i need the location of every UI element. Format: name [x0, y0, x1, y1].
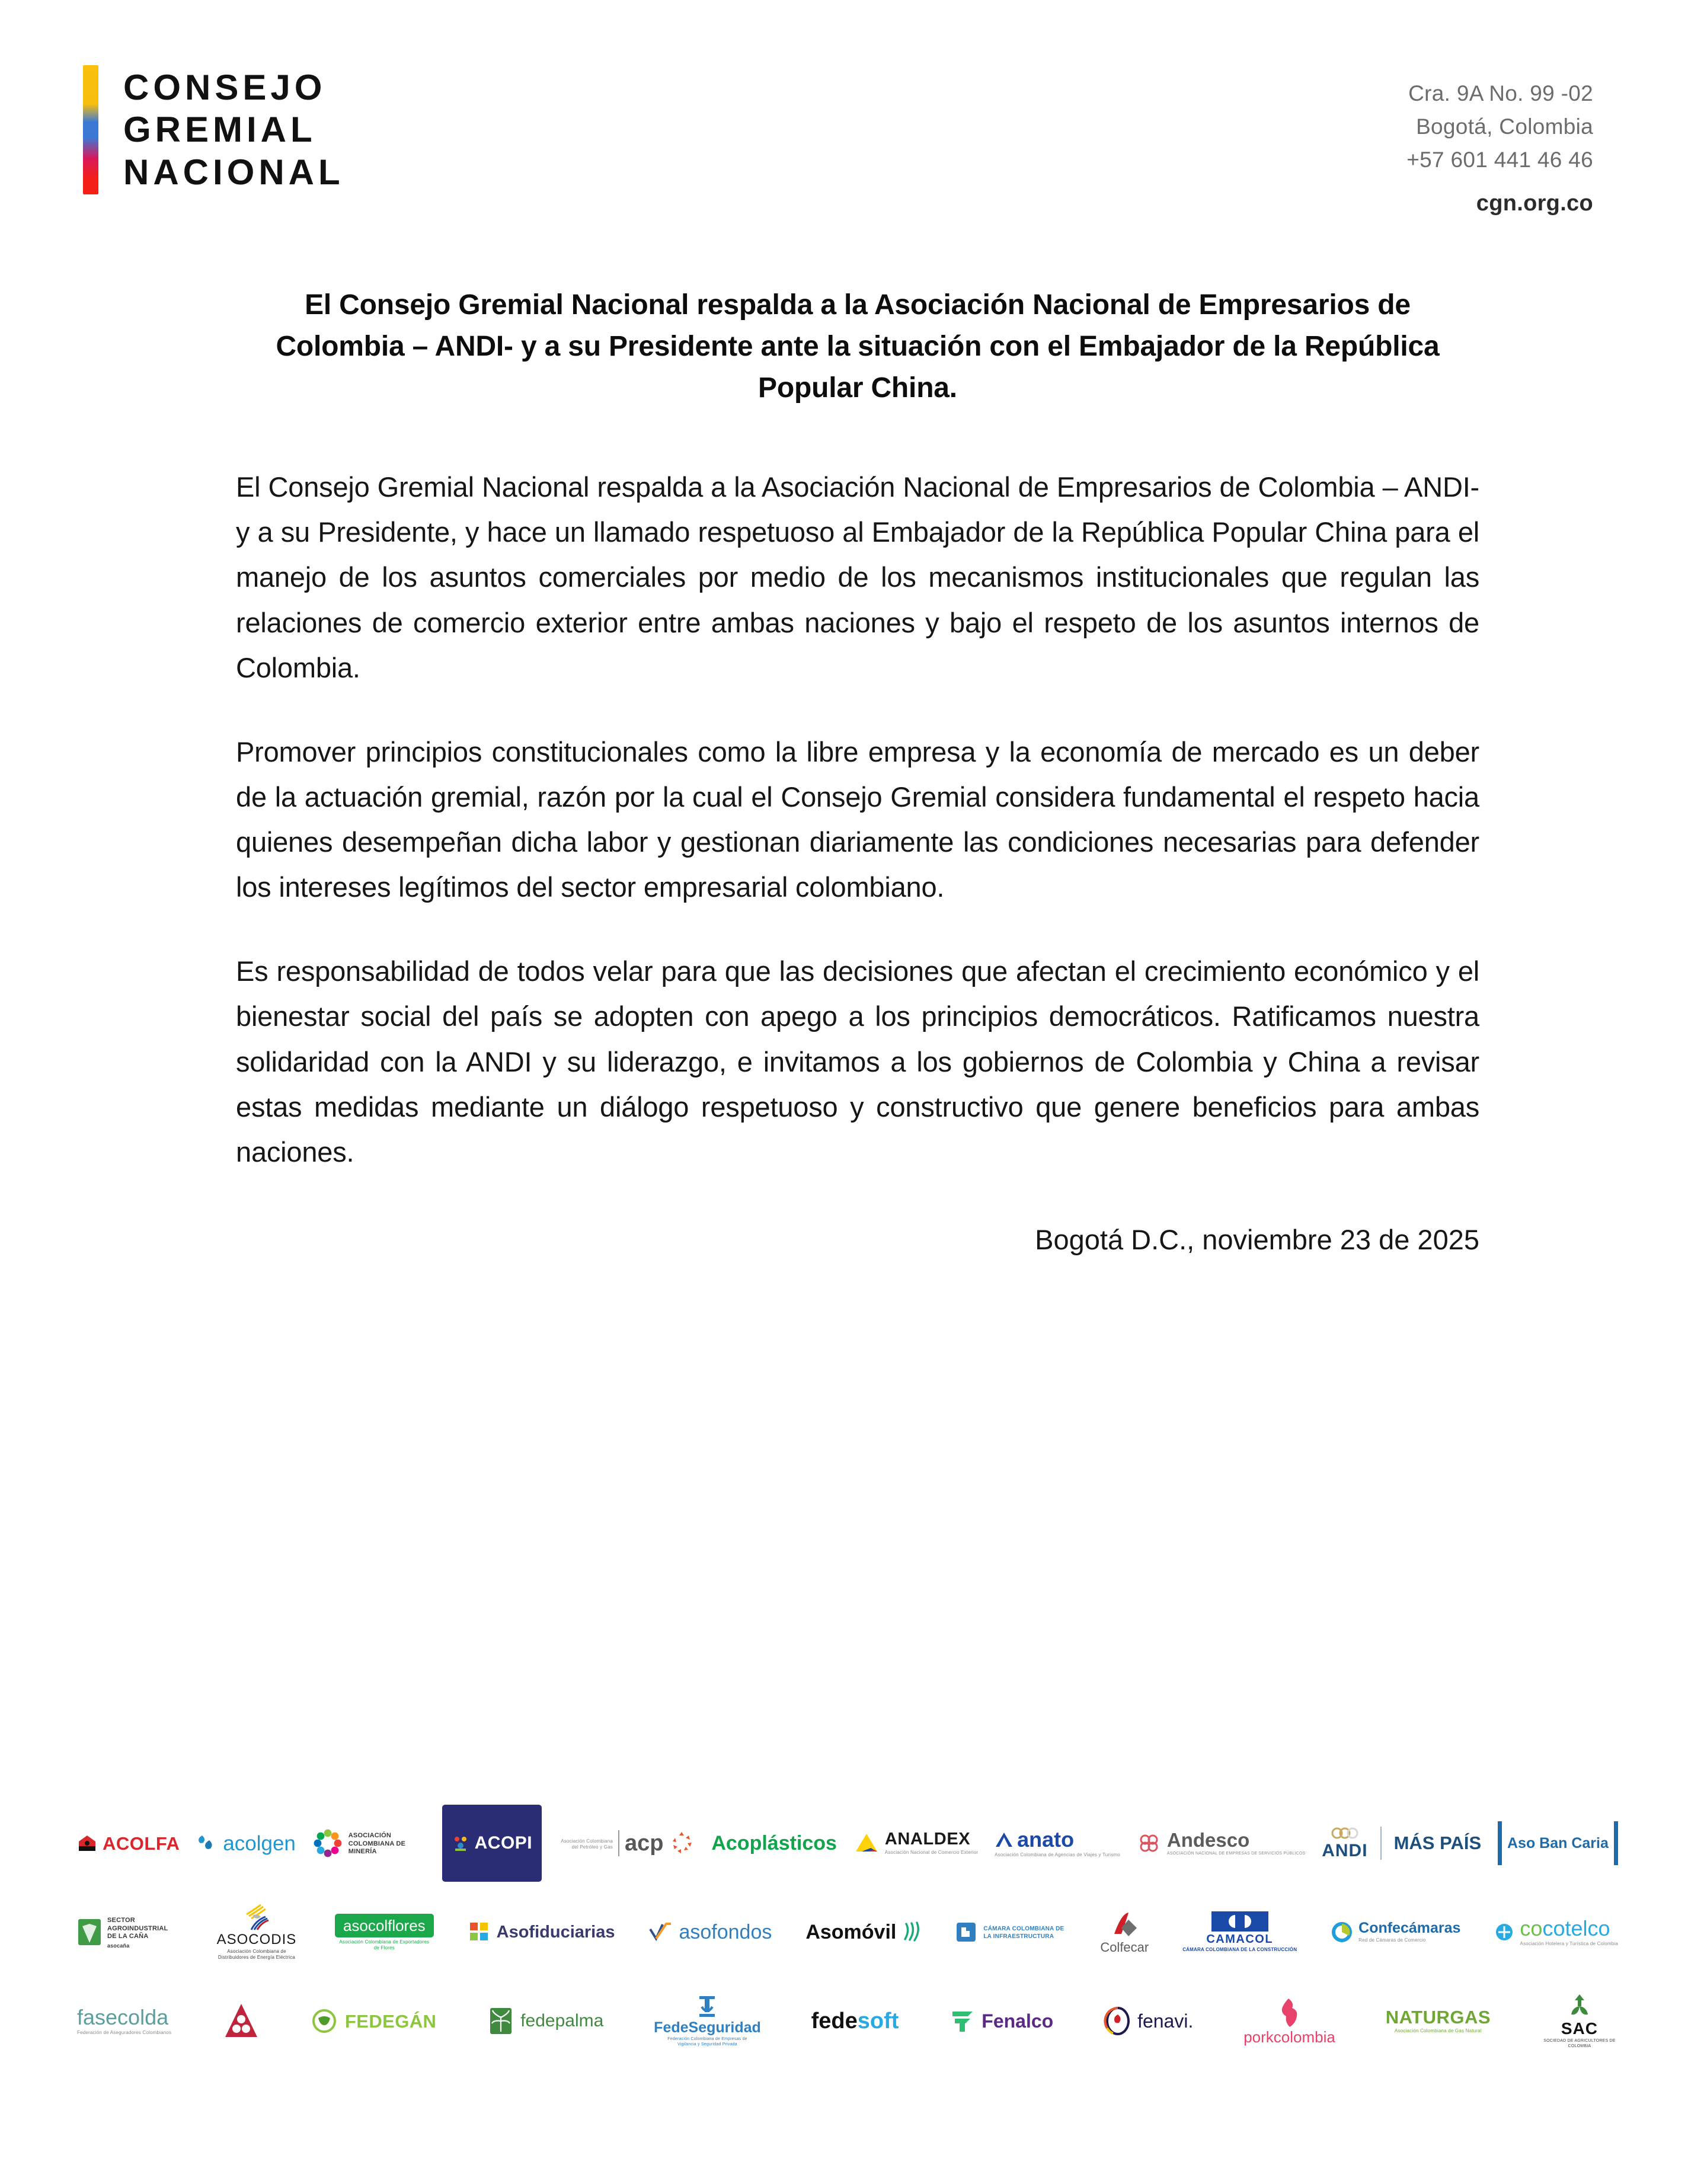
logo-fenavi	[1104, 1988, 1193, 2054]
asobancaria-right-bar-icon	[1614, 1821, 1618, 1865]
logo-label: Asomóvil	[805, 1921, 897, 1943]
colombia-gradient-bar-icon	[83, 65, 98, 194]
logo-label: asofondos	[679, 1921, 772, 1943]
logo-sublabel: Red de Cámaras de Comercio	[1358, 1937, 1426, 1943]
anato-triangle-icon	[995, 1831, 1015, 1849]
logo-label: ASOCODIS	[216, 1932, 297, 1948]
logo-acolfa	[77, 1811, 180, 1876]
logo-label: CAMACOL	[1206, 1933, 1274, 1946]
logo-label: Andesco	[1166, 1828, 1250, 1851]
logo-label: Fenalco	[982, 2010, 1054, 2032]
contact-phone: +57 601 441 46 46	[1406, 148, 1593, 172]
logo-label: porkcolombia	[1243, 2028, 1335, 2046]
logo-sublabel: ASOCIACIÓN NACIONAL DE EMPRESAS DE SERVICIOS PÚBLICOS	[1166, 1851, 1306, 1856]
logo-label: MÁS PAÍS	[1393, 1833, 1482, 1854]
logo-fedepalma	[487, 1988, 603, 2054]
contact-address: Cra. 9A No. 99 -02	[1408, 81, 1593, 105]
logo-label-part-1: co	[1520, 1916, 1543, 1940]
fenavi-egg-icon	[1104, 2006, 1132, 2036]
logo-camacol	[1182, 1900, 1297, 1965]
logo-label: SECTOR AGROINDUSTRIAL DE LA CAÑA	[107, 1916, 168, 1940]
logo-asocodis	[212, 1900, 301, 1965]
logo-fedemetal	[222, 1988, 261, 2054]
logo-label: ACOPI	[474, 1833, 533, 1853]
logo-sublabel: Asociación Colombiana del Petróleo y Gas	[561, 1838, 613, 1850]
logo-colfecar	[1100, 1900, 1149, 1965]
cotelco-circle-icon	[1494, 1922, 1514, 1942]
logo-asociacion-colombiana-de-mineria	[312, 1811, 426, 1876]
logo-naturgas	[1386, 1988, 1491, 2054]
logo-label: cotelco	[1542, 1916, 1610, 1940]
logo-andesco	[1137, 1811, 1306, 1876]
sac-plant-arrow-icon	[1566, 1993, 1593, 2019]
member-logos-strip	[77, 1802, 1618, 2068]
logo-label: Acoplásticos	[711, 1832, 837, 1854]
logo-asofondos	[648, 1900, 772, 1965]
logo-label: asocolflores	[335, 1914, 434, 1937]
logo-label: CÁMARA COLOMBIANA DE LA INFRAESTRUCTURA	[983, 1926, 1064, 1940]
logo-sublabel: Asociación Colombiana de Distribuidores de Energía Eléctrica	[218, 1949, 296, 1960]
logo-label: ANALDEX	[884, 1830, 971, 1849]
logo-label: acp	[625, 1831, 664, 1856]
logo-asobancaria	[1498, 1811, 1618, 1876]
asomovil-signal-icon	[901, 1921, 920, 1943]
logo-sublabel: Asociación Hotelera y Turística de Colombia	[1520, 1940, 1618, 1946]
logo-sac	[1541, 1988, 1618, 2054]
signoff-date: Bogotá D.C., noviembre 23 de 2025	[1035, 1223, 1479, 1255]
logo-anato	[995, 1811, 1120, 1876]
fenalco-f-icon	[949, 2008, 976, 2034]
logo-fedeseguridad	[654, 1988, 761, 2054]
logo-analdex	[853, 1811, 978, 1876]
logo-label: NATURGAS	[1385, 2007, 1491, 2028]
logo-label: FEDEGÁN	[344, 2010, 437, 2032]
logo-asomovil	[805, 1900, 920, 1965]
logo-fenalco	[949, 1988, 1053, 2054]
logo-sublabel: CÁMARA COLOMBIANA DE LA CONSTRUCCIÓN	[1182, 1947, 1297, 1952]
logo-label: Aso Ban Caria	[1507, 1834, 1609, 1852]
logo-label: ASOCIACIÓN COLOMBIANA DE MINERÍA	[348, 1831, 406, 1856]
logo-confecamaras	[1331, 1900, 1460, 1965]
asobancaria-left-bar-icon	[1498, 1821, 1502, 1865]
logo-label: fenavi.	[1137, 2010, 1194, 2032]
andi-rings-icon	[1330, 1827, 1360, 1840]
logo-divider	[618, 1830, 619, 1856]
cci-puzzle-icon	[954, 1920, 978, 1944]
asofiduciarias-pinwheel-icon	[468, 1920, 491, 1944]
logo-cotelco	[1494, 1900, 1618, 1965]
confecamaras-ring-icon	[1331, 1921, 1353, 1943]
logo-sublabel: asocaña	[107, 1943, 130, 1949]
logo-fedesoft: fedesoft	[811, 2009, 899, 2033]
colfecar-mountain-icon	[1108, 1910, 1140, 1940]
logo-sector-agroindustrial-de-la-cana	[77, 1900, 178, 1965]
logo-asofiduciarias	[468, 1900, 615, 1965]
logo-label: Asofiduciarias	[496, 1922, 615, 1942]
camacol-box-icon	[1211, 1911, 1268, 1932]
fedegan-cow-circle-icon	[311, 2009, 340, 2033]
paragraph-1: El Consejo Gremial Nacional respalda a la Asociación Nacional de Empresarios de Colombia – ANDI- y a su Presidente, y hace un llamado respetuoso al Embajador de la República Popular China para el manejo de los asuntos comerciales por medio de los mecanismos institucionales que regulan las relaciones de comercio exterior entre ambas naciones y bajo el respeto de los asuntos internos de Colombia.	[236, 471, 1479, 683]
logo-asocolflores	[335, 1900, 434, 1965]
analdex-flag-triangle-icon	[853, 1831, 880, 1855]
porkcolombia-map-icon	[1277, 1997, 1303, 2028]
logo-label: anato	[1017, 1827, 1075, 1852]
fedepalma-palm-icon	[487, 2006, 515, 2036]
logo-label: Confecámaras	[1358, 1920, 1461, 1936]
contact-website[interactable]: cgn.org.co	[1476, 190, 1593, 216]
logo-label: acolgen	[223, 1831, 296, 1855]
logo-label: Colfecar	[1100, 1940, 1149, 1955]
fedemetal-triangle-icon	[222, 2001, 261, 2041]
logo-acp	[558, 1811, 695, 1876]
asocana-leaf-icon	[77, 1918, 102, 1946]
document-body	[236, 284, 1479, 1262]
acp-orange-star-icon	[669, 1830, 695, 1856]
logo-row-2	[77, 1891, 1618, 1974]
brand-line-2: GREMIAL	[123, 110, 316, 150]
logo-row-3	[77, 1980, 1618, 2063]
logo-camara-colombiana-de-la-infraestructura	[954, 1900, 1066, 1965]
logo-sublabel: Asociación Colombiana de Gas Natural	[1394, 2028, 1482, 2033]
fedeseguridad-column-icon	[696, 1995, 718, 2019]
document-header	[0, 65, 1688, 219]
acolgen-droplets-icon	[196, 1833, 218, 1853]
cgn-logo	[83, 65, 344, 194]
logo-sublabel: Asociación Colombiana de Exportadores de Flores	[339, 1939, 430, 1950]
logo-porkcolombia	[1243, 1988, 1335, 2054]
paragraph-3: Es responsabilidad de todos velar para que las decisiones que afectan el crecimiento económico y el bienestar social del país se adopten con apego a los principios democráticos. Ratificamos nuestra solidaridad con la ANDI y su liderazgo, e invitamos a los gobiernos de Colombia y China a revisar estas medidas mediante un diálogo respetuoso y constructivo que genere beneficios para ambas naciones.	[236, 955, 1479, 1168]
logo-fasecolda	[77, 1988, 171, 2054]
asocodis-arcs-icon	[241, 1904, 273, 1931]
logo-sublabel: Asociación Nacional de Comercio Exterior	[884, 1850, 979, 1855]
brand-wordmark	[123, 65, 344, 194]
logo-label: fedepalma	[520, 2011, 604, 2030]
acopi-figures-icon	[452, 1834, 469, 1852]
page-title: El Consejo Gremial Nacional respalda a la Asociación Nacional de Empresarios de Colombia – ANDI- y a su Presidente ante la situación con el Embajador de la República Popular China.	[276, 289, 1440, 404]
logo-sublabel: Federación de Aseguradores Colombianos	[77, 2029, 172, 2035]
logo-label: FedeSeguridad	[654, 2019, 761, 2036]
logo-row-1	[77, 1802, 1618, 1885]
contact-block	[1406, 77, 1593, 220]
contact-city: Bogotá, Colombia	[1416, 114, 1593, 139]
logo-divider	[1380, 1827, 1382, 1860]
andesco-flower-icon	[1137, 1831, 1162, 1855]
logo-acoplasticos	[711, 1811, 837, 1876]
mineria-color-ring-icon	[312, 1828, 343, 1859]
logo-label: fasecolda	[77, 2004, 169, 2029]
logo-sublabel: Asociación Colombiana de Agencias de Viajes y Turismo	[995, 1852, 1120, 1857]
acolfa-house-icon	[77, 1834, 97, 1852]
logo-fedegan	[311, 1988, 436, 2054]
paragraph-2: Promover principios constitucionales como la libre empresa y la economía de mercado es un deber de la actuación gremial, razón por la cual el Consejo Gremial considera fundamental el respeto hacia quienes desempeñan dicha labor y gestionan diariamente las condiciones necesarias para defender los intereses legítimos del sector empresarial colombiano.	[236, 736, 1479, 903]
brand-line-1: CONSEJO	[123, 67, 327, 107]
logo-andi-maspais	[1322, 1811, 1481, 1876]
logo-label: ACOLFA	[103, 1833, 180, 1854]
logo-sublabel: Federación Colombiana de Empresas de Vigilancia y Seguridad Privada	[667, 2036, 747, 2046]
logo-sublabel: SOCIEDAD DE AGRICULTORES DE COLOMBIA	[1543, 2038, 1616, 2048]
asofondos-check-icon	[648, 1922, 673, 1942]
logo-acopi	[442, 1805, 542, 1882]
brand-line-3: NACIONAL	[123, 152, 344, 192]
logo-label: SAC	[1561, 2019, 1598, 2038]
logo-label: ANDI	[1322, 1841, 1368, 1860]
logo-acolgen	[196, 1811, 296, 1876]
